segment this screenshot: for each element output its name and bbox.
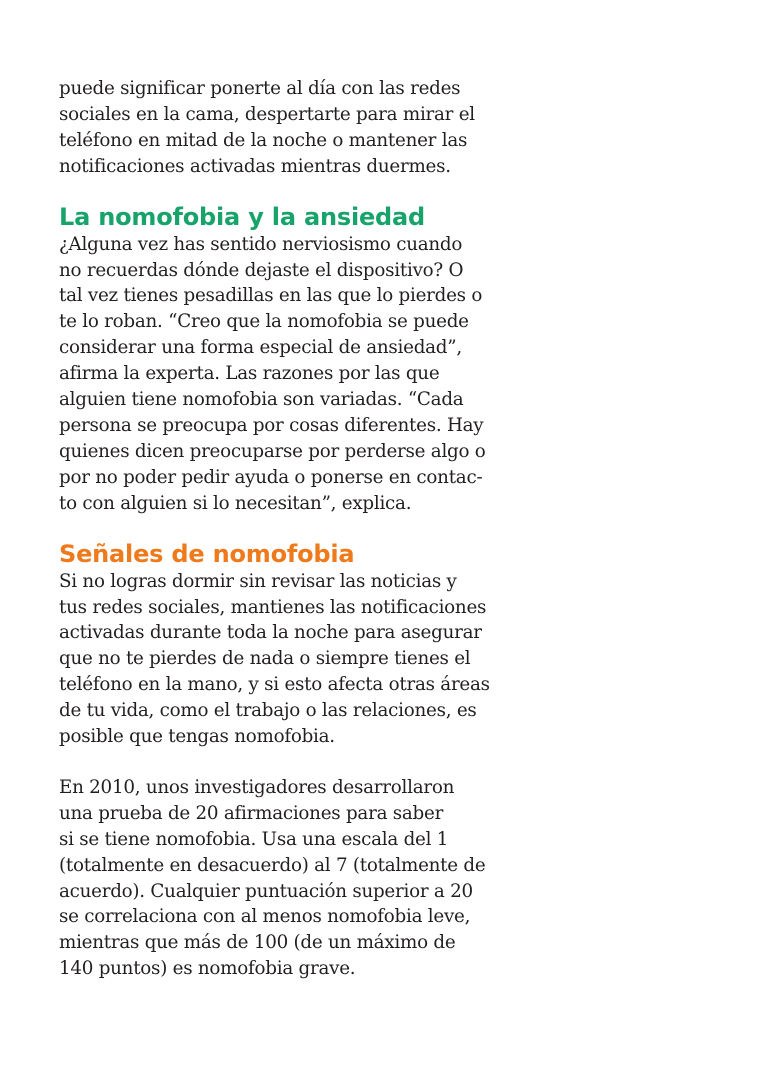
intro-paragraph: puede significar ponerte al día con las redes sociales en la cama, despertarte para mirar el teléfono en mitad de la noche o mantener las notificaciones activadas mientras duermes. <box>59 78 475 177</box>
section-paragraph-senales-2: En 2010, unos investigadores desarrollaron una prueba de 20 afirmaciones para saber si se tiene nomofobia. Usa una escala del 1 (totalmente en desacuerdo) al 7 (totalmente de acuerdo). Cualquier puntuación superior a 20 se correlaciona con al menos nomofobia leve, mientras que más de 100 (de un máximo de 140 puntos) es nomofobia grave. <box>59 776 486 980</box>
article-body <box>59 76 504 982</box>
section-heading-nomofobia-ansiedad: La nomofobia y la ansiedad <box>59 202 426 231</box>
section-paragraph-senales-1: Si no logras dormir sin revisar las noticias y tus redes sociales, mantienes las notificaciones activadas durante toda la noche para asegurar que no te pierdes de nada o siempre tienes el teléfono en la mano, y si esto afecta otras áreas de tu vida, como el trabajo o las relaciones, es posible que tengas nomofobia. <box>59 570 490 748</box>
section-paragraph-nomofobia-ansiedad: ¿Alguna vez has sentido nerviosismo cuando no recuerdas dónde dejaste el dispositivo? O tal vez tienes pesadillas en las que lo pierdes o te lo roban. “Creo que la nomofobia se puede considerar una forma especial de ansiedad”, afirma la experta. Las razones por las que alguien tiene nomofobia son variadas. “Cada persona se preocupa por cosas diferentes. Hay quienes dicen preocuparse por perderse algo o por no poder pedir ayuda o ponerse en contac- to con alguien si lo necesitan”, explica. <box>59 233 486 514</box>
section-heading-senales-nomofobia: Señales de nomofobia <box>59 539 355 568</box>
